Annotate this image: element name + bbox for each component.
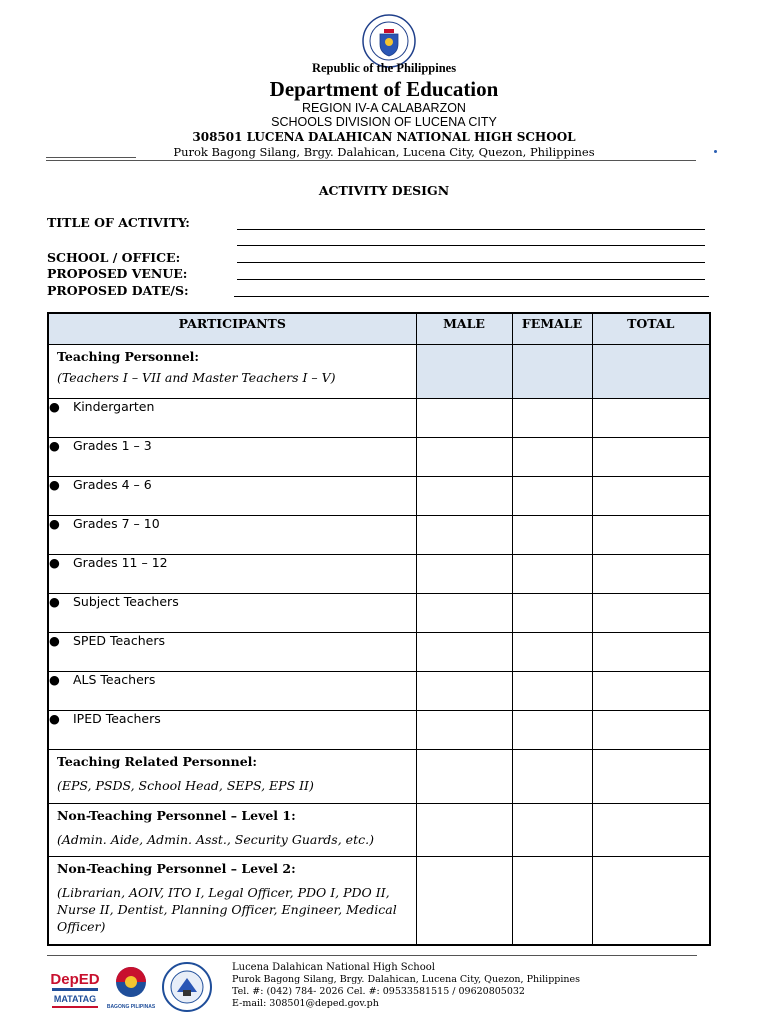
female-cell[interactable] bbox=[512, 345, 592, 399]
total-cell[interactable] bbox=[592, 399, 710, 438]
category-subtitle: (Librarian, AOIV, ITO I, Legal Officer, PDO I, PDO II, Nurse II, Dentist, Planning Officer, Engineer, Medical Officer) bbox=[57, 885, 397, 934]
proposed-dates-label: PROPOSED DATE/S: bbox=[47, 283, 189, 298]
participants-table bbox=[47, 312, 711, 946]
school-name: 308501 LUCENA DALAHICAN NATIONAL HIGH SCHOOL bbox=[192, 130, 576, 144]
male-cell[interactable] bbox=[416, 594, 512, 633]
female-cell[interactable] bbox=[512, 399, 592, 438]
footer-rule bbox=[47, 955, 697, 956]
proposed-venue-line[interactable] bbox=[237, 279, 705, 280]
table-row bbox=[48, 672, 710, 711]
school-office-line[interactable] bbox=[237, 262, 705, 263]
female-cell[interactable] bbox=[512, 594, 592, 633]
bullet-icon: ● bbox=[49, 672, 60, 687]
footer-email[interactable]: E-mail: 308501@deped.gov.ph bbox=[232, 998, 379, 1009]
participant-cell bbox=[48, 633, 416, 672]
total-cell[interactable] bbox=[592, 438, 710, 477]
republic-line: Republic of the Philippines bbox=[311, 61, 457, 75]
table-row bbox=[48, 516, 710, 555]
title-of-activity-label: TITLE OF ACTIVITY: bbox=[47, 215, 190, 230]
male-cell[interactable] bbox=[416, 555, 512, 594]
header-rule bbox=[46, 160, 696, 161]
table-row-teaching-personnel bbox=[48, 345, 710, 399]
table-row bbox=[48, 594, 710, 633]
female-cell[interactable] bbox=[512, 633, 592, 672]
male-cell[interactable] bbox=[416, 857, 512, 945]
bagong-pilipinas-logo-icon bbox=[107, 962, 155, 1012]
table-row bbox=[48, 438, 710, 477]
footer-school-name: Lucena Dalahican National High School bbox=[232, 962, 435, 973]
table-row bbox=[48, 477, 710, 516]
male-cell[interactable] bbox=[416, 672, 512, 711]
participant-label: Grades 4 – 6 bbox=[73, 477, 152, 492]
female-cell[interactable] bbox=[512, 750, 592, 804]
female-cell[interactable] bbox=[512, 672, 592, 711]
participant-label: SPED Teachers bbox=[73, 633, 165, 648]
table-row bbox=[48, 555, 710, 594]
participant-cell bbox=[48, 477, 416, 516]
category-title: Non-Teaching Personnel – Level 1: bbox=[57, 808, 296, 823]
male-cell[interactable] bbox=[416, 633, 512, 672]
female-cell[interactable] bbox=[512, 438, 592, 477]
category-cell bbox=[48, 750, 416, 804]
male-cell[interactable] bbox=[416, 477, 512, 516]
deped-seal-icon bbox=[362, 14, 416, 68]
participant-label: Kindergarten bbox=[73, 399, 155, 414]
participant-cell bbox=[48, 555, 416, 594]
bullet-icon: ● bbox=[49, 477, 60, 492]
header-male: MALE bbox=[416, 313, 512, 345]
participant-cell bbox=[48, 594, 416, 633]
total-cell[interactable] bbox=[592, 555, 710, 594]
total-cell[interactable] bbox=[592, 594, 710, 633]
male-cell[interactable] bbox=[416, 516, 512, 555]
table-row-nonteaching-level2 bbox=[48, 857, 710, 945]
female-cell[interactable] bbox=[512, 857, 592, 945]
category-subtitle: (Admin. Aide, Admin. Asst., Security Guards, etc.) bbox=[57, 832, 374, 847]
male-cell[interactable] bbox=[416, 711, 512, 750]
school-seal-icon bbox=[162, 962, 212, 1012]
male-cell[interactable] bbox=[416, 804, 512, 857]
participant-label: Grades 1 – 3 bbox=[73, 438, 152, 453]
male-cell[interactable] bbox=[416, 345, 512, 399]
logo-matatag-text: MATATAG bbox=[53, 994, 97, 1004]
participant-cell bbox=[48, 516, 416, 555]
category-cell bbox=[48, 804, 416, 857]
participant-cell bbox=[48, 438, 416, 477]
female-cell[interactable] bbox=[512, 516, 592, 555]
table-row bbox=[48, 711, 710, 750]
footer-address: Purok Bagong Silang, Brgy. Dalahican, Lucena City, Quezon, Philippines bbox=[232, 974, 581, 985]
region-line: REGION IV-A CALABARZON bbox=[302, 101, 466, 115]
proposed-dates-line[interactable] bbox=[234, 296, 709, 297]
logo-deped-text: DepED bbox=[50, 971, 100, 988]
bullet-icon: ● bbox=[49, 633, 60, 648]
table-header-row bbox=[48, 313, 710, 345]
participant-label: ALS Teachers bbox=[73, 672, 156, 687]
participant-label: Grades 11 – 12 bbox=[73, 555, 168, 570]
title-of-activity-line-2[interactable] bbox=[237, 245, 705, 246]
category-subtitle: (Teachers I – VII and Master Teachers I – V) bbox=[57, 370, 336, 385]
participant-label: Grades 7 – 10 bbox=[73, 516, 160, 531]
proposed-venue-label: PROPOSED VENUE: bbox=[47, 266, 188, 281]
total-cell[interactable] bbox=[592, 750, 710, 804]
bullet-icon: ● bbox=[49, 594, 60, 609]
participant-cell bbox=[48, 399, 416, 438]
table-row-teaching-related bbox=[48, 750, 710, 804]
total-cell[interactable] bbox=[592, 516, 710, 555]
header-total: TOTAL bbox=[592, 313, 710, 345]
female-cell[interactable] bbox=[512, 804, 592, 857]
male-cell[interactable] bbox=[416, 750, 512, 804]
table-row bbox=[48, 633, 710, 672]
category-title: Teaching Related Personnel: bbox=[57, 754, 258, 769]
bullet-icon: ● bbox=[49, 438, 60, 453]
participant-label: Subject Teachers bbox=[73, 594, 179, 609]
footer-phone: Tel. #: (042) 784- 2026 Cel. #: 09533581515 / 09620805032 bbox=[232, 986, 525, 997]
total-cell[interactable] bbox=[592, 857, 710, 945]
bullet-icon: ● bbox=[49, 516, 60, 531]
bullet-icon: ● bbox=[49, 711, 60, 726]
participant-cell bbox=[48, 672, 416, 711]
female-cell[interactable] bbox=[512, 711, 592, 750]
total-cell[interactable] bbox=[592, 633, 710, 672]
female-cell[interactable] bbox=[512, 555, 592, 594]
school-address: Purok Bagong Silang, Brgy. Dalahican, Lucena City, Quezon, Philippines bbox=[173, 145, 595, 159]
bullet-icon: ● bbox=[49, 555, 60, 570]
division-line: SCHOOLS DIVISION OF LUCENA CITY bbox=[271, 115, 497, 129]
category-title: Teaching Personnel: bbox=[57, 349, 200, 364]
category-cell bbox=[48, 857, 416, 945]
participant-label: IPED Teachers bbox=[73, 711, 161, 726]
total-cell[interactable] bbox=[592, 672, 710, 711]
deped-matatag-logo-icon bbox=[48, 962, 102, 1012]
header-rule-short bbox=[46, 157, 136, 158]
total-cell[interactable] bbox=[592, 345, 710, 399]
header-participants: PARTICIPANTS bbox=[48, 313, 416, 345]
female-cell[interactable] bbox=[512, 477, 592, 516]
document-title: ACTIVITY DESIGN bbox=[318, 183, 450, 198]
school-office-label: SCHOOL / OFFICE: bbox=[47, 250, 181, 265]
category-subtitle: (EPS, PSDS, School Head, SEPS, EPS II) bbox=[57, 778, 314, 793]
total-cell[interactable] bbox=[592, 477, 710, 516]
participant-cell bbox=[48, 711, 416, 750]
category-title: Non-Teaching Personnel – Level 2: bbox=[57, 861, 296, 876]
total-cell[interactable] bbox=[592, 804, 710, 857]
department-name: Department of Education bbox=[269, 77, 499, 101]
category-cell bbox=[48, 345, 416, 399]
total-cell[interactable] bbox=[592, 711, 710, 750]
decor-dot bbox=[714, 150, 717, 153]
table-row bbox=[48, 399, 710, 438]
male-cell[interactable] bbox=[416, 438, 512, 477]
logo-bagong-text: BAGONG PILIPINAS bbox=[107, 1004, 155, 1010]
title-of-activity-line-1[interactable] bbox=[237, 229, 705, 230]
header-female: FEMALE bbox=[512, 313, 592, 345]
table-row-nonteaching-level1 bbox=[48, 804, 710, 857]
male-cell[interactable] bbox=[416, 399, 512, 438]
bullet-icon: ● bbox=[49, 399, 60, 414]
